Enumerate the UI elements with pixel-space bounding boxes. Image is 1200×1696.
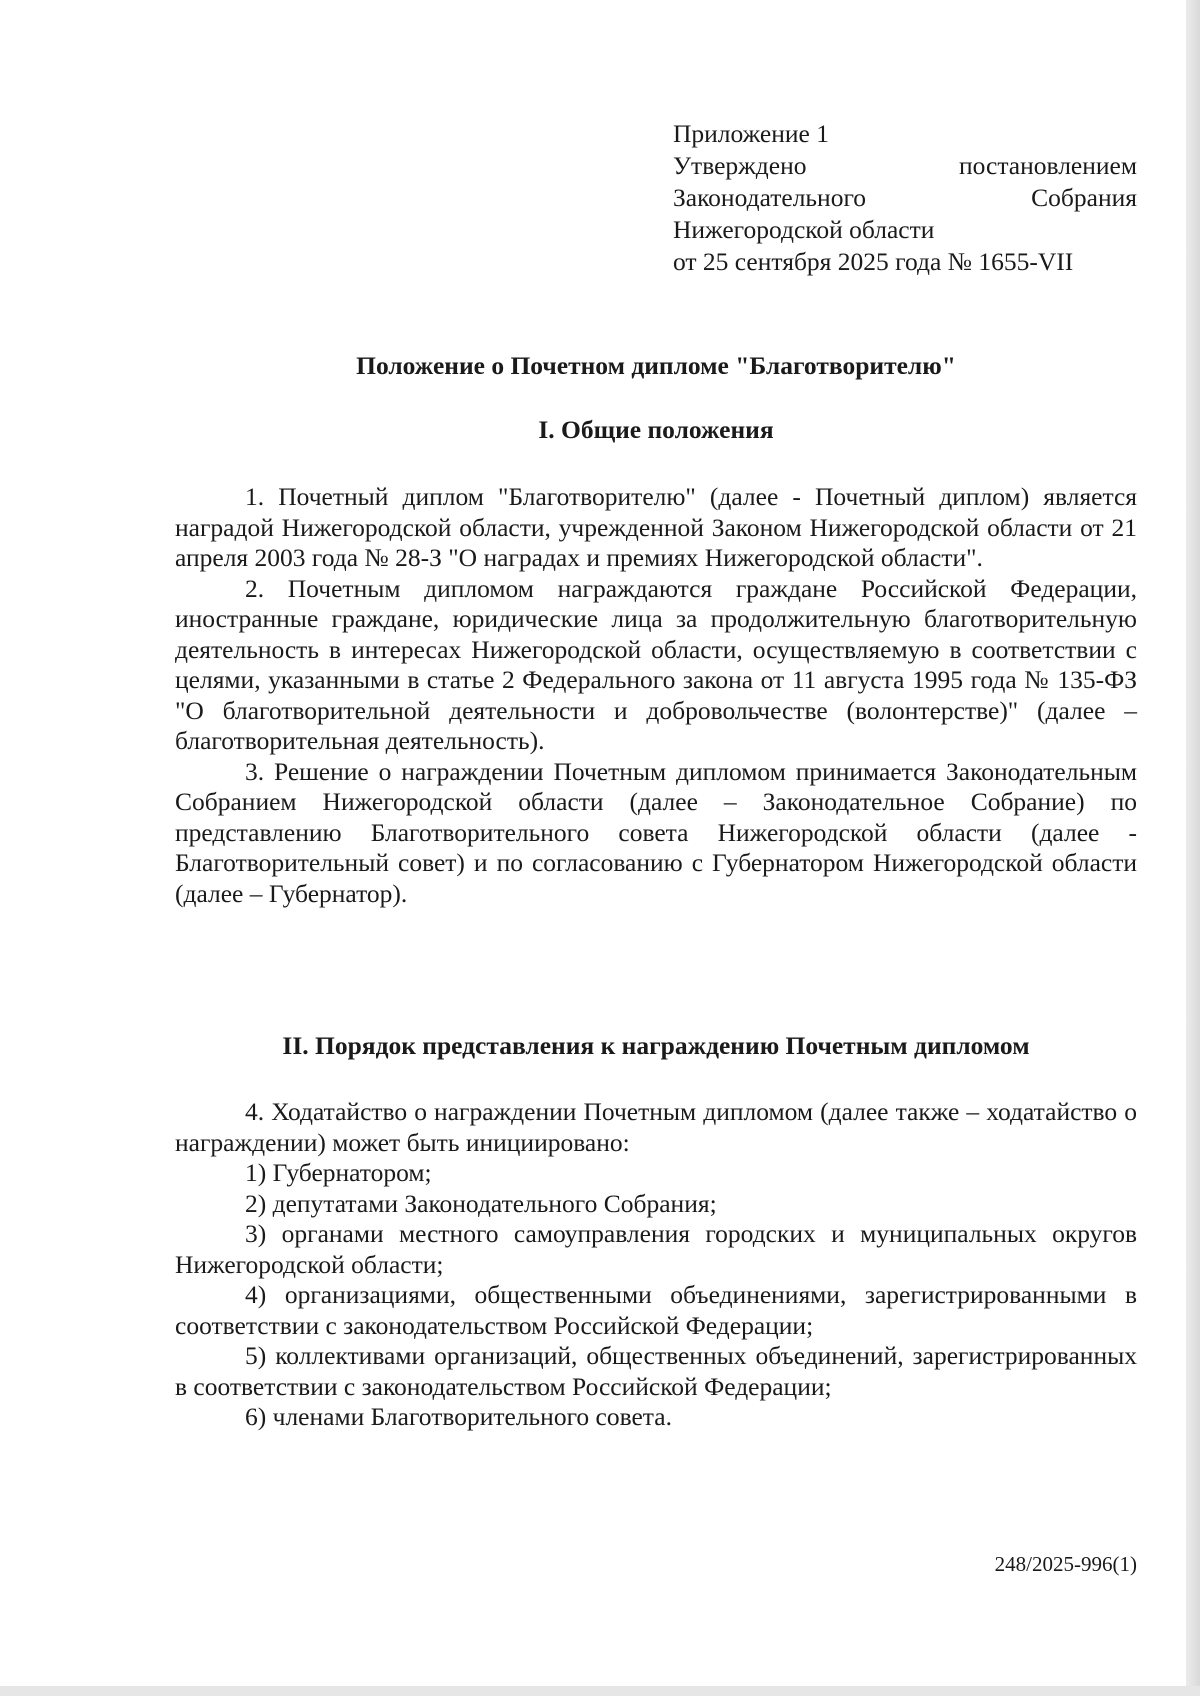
- paragraph: 1. Почетный диплом "Благотворителю" (далее - Почетный диплом) является наградой Нижегородской области, учрежденной Законом Нижегородской области от 21 апреля 2003 года № 28-З "О наградах и премиях Нижегородской области".: [175, 482, 1137, 572]
- approval-block: [673, 118, 1137, 278]
- document-code: 248/2025-996(1): [994, 1552, 1137, 1576]
- approval-date-number: от 25 сентября 2025 года № 1655-VII: [673, 247, 1074, 276]
- list-item: 2) депутатами Законодательного Собрания;: [245, 1188, 717, 1218]
- list-item: 3) органами местного самоуправления городских и муниципальных округов Нижегородской области;: [175, 1219, 1137, 1279]
- approval-line: Утверждено постановлением: [673, 151, 1137, 180]
- paragraph: 4. Ходатайство о награждении Почетным дипломом (далее также – ходатайство о награждении) может быть инициировано:: [175, 1097, 1137, 1157]
- appendix-label: Приложение 1: [673, 119, 829, 148]
- page-edge-right: [1186, 0, 1200, 1696]
- section-2-body: [175, 1097, 1137, 1433]
- list-item: 1) Губернатором;: [245, 1158, 432, 1187]
- list-item: 4) организациями, общественными объединениями, зарегистрированными в соответствии с законодательством Российской Федерации;: [175, 1280, 1137, 1340]
- document-title: Положение о Почетном дипломе "Благотворителю": [356, 351, 956, 380]
- approval-line: Нижегородской области: [673, 215, 935, 244]
- paragraph: 3. Решение о награждении Почетным дипломом принимается Законодательным Собранием Нижегородской области (далее – Законодательное Собрание) по представлению Благотворительного совета Нижегородской области (далее - Благотворительный совет) и по согласованию с Губернатором Нижегородской области (далее – Губернатор).: [175, 756, 1137, 908]
- document-page: [175, 0, 1137, 1696]
- section-heading-2: II. Порядок представления к награждению Почетным дипломом: [282, 1031, 1030, 1060]
- paragraph: 2. Почетным дипломом награждаются граждане Российской Федерации, иностранные граждане, юридические лица за продолжительную благотворительную деятельность в интересах Нижегородской области, осуществляемую в соответствии с целями, указанными в статье 2 Федерального закона от 11 августа 1995 года № 135-ФЗ "О благотворительной деятельности и добровольчестве (волонтерстве)" (далее – благотворительная деятельность).: [175, 573, 1137, 755]
- section-heading-1: I. Общие положения: [538, 415, 774, 444]
- list-item: 5) коллективами организаций, общественных объединений, зарегистрированных в соответствии с законодательством Российской Федерации;: [175, 1341, 1137, 1401]
- section-1-body: [175, 482, 1137, 909]
- list-item: 6) членами Благотворительного совета.: [245, 1402, 672, 1431]
- approval-line: Законодательного Собрания: [673, 183, 1137, 212]
